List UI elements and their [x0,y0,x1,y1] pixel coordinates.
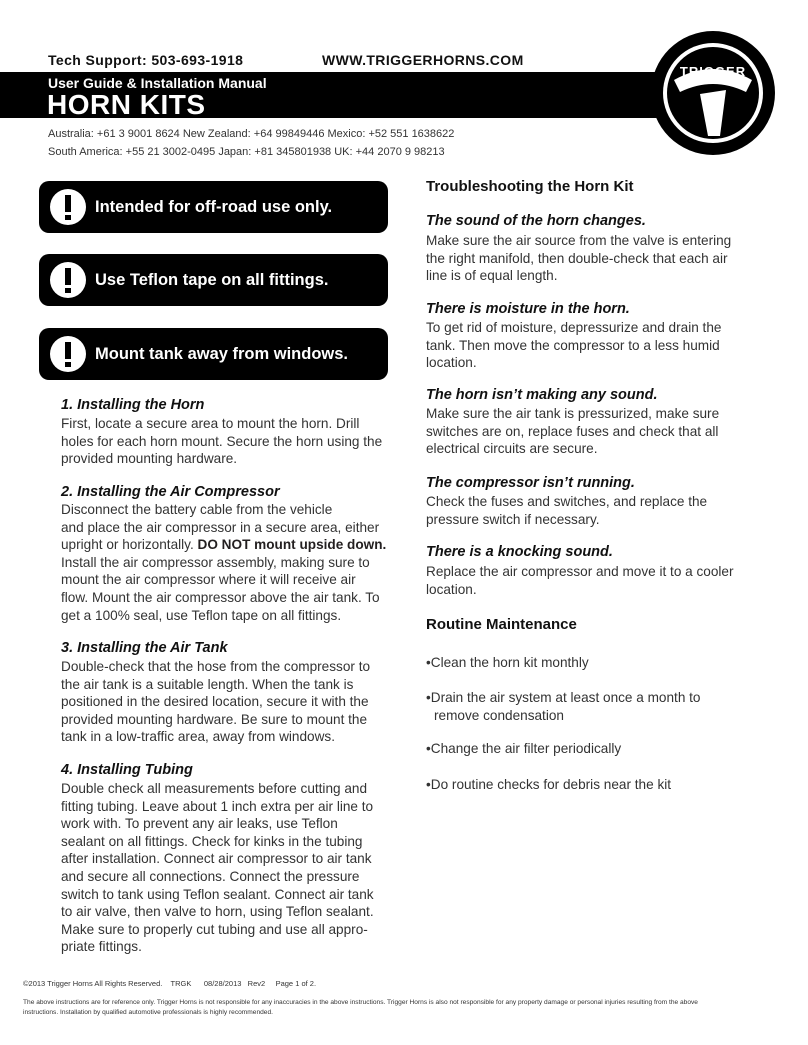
trouble-question: The compressor isn’t running. [426,475,635,491]
section-body: Disconnect the battery cable from the vehicle and place the air compressor in a secure area, either upright or horizontally. DO NOT mount upside down. Install the air compressor assembly, making sure to mount the air compressor where it will receive air flow. Mount the air compressor above the air tank. To get a 100% seal, use Teflon tape on all fittings. [61,502,387,623]
document-subtitle: User Guide & Installation Manual [48,75,267,91]
warning-box [39,254,388,306]
trouble-answer: Make sure the air source from the valve is entering the right manifold, then double-check that each air line is of equal length. [426,233,732,284]
warning-text: Mount tank away from windows. [95,345,349,363]
document-title: HORN KITS [47,89,206,120]
trouble-answer: Make sure the air tank is pressurized, make sure switches are on, replace fuses and check that all electrical circuits are secure. [426,406,720,457]
contacts-line-2: South America: +55 21 3002-0495 Japan: +81 345801938 UK: +44 2070 9 98213 [48,146,445,158]
section-heading: 1. Installing the Horn [61,397,205,413]
disclaimer: The above instructions are for reference only. Trigger Horns is not responsible for any inaccuracies in the above instructions. Trigger Horns is also not responsible for any property damage or personal injuries resulting from the above instructions. Installation by qualified automotive professionals is highly recommended. [23,999,698,1016]
trouble-question: There is moisture in the horn. [426,301,630,317]
troubleshooting-heading: Troubleshooting the Horn Kit [426,178,634,195]
trouble-answer: Check the fuses and switches, and replace the pressure switch if necessary. [426,494,708,527]
trouble-question: There is a knocking sound. [426,544,613,560]
section-heading: 3. Installing the Air Tank [61,640,228,656]
warning-text: Intended for off-road use only. [95,198,333,216]
title-bar [0,72,740,118]
section-body: Double-check that the hose from the compressor to the air tank is a suitable length. When the tank is positioned in the desired location, secure it with the provided mounting hardware. Be sure to mount the tank in a low-traffic area, away from windows. [61,659,371,745]
section-heading: 2. Installing the Air Compressor [61,484,280,500]
warning-icon [49,261,87,299]
maintenance-item: •Do routine checks for debris near the kit [426,777,672,792]
warning-icon [49,335,87,373]
trigger-logo [650,30,776,156]
section-heading: 4. Installing Tubing [61,762,193,778]
maintenance-heading: Routine Maintenance [426,616,577,633]
warning-box [39,328,388,380]
warning-icon [49,188,87,226]
trouble-answer: To get rid of moisture, depressurize and drain the tank. Then move the compressor to a less humid location. [426,320,722,371]
maintenance-item: •Change the air filter periodically [426,741,622,756]
section-body: Double check all measurements before cutting and fitting tubing. Leave about 1 inch extra per air line to work with. To prevent any air leaks, use Teflon sealant on all fittings. Check for kinks in the tubing after installation. Connect air compressor to air tank and secure all connections. Connect the pressure switch to tank using Teflon sealant. Connect air tank to air valve, then valve to horn, using Teflon sealant. Make sure to properly cut tubing and use all appro- priate fittings. [61,781,374,955]
website-link[interactable]: WWW.TRIGGERHORNS.COM [322,52,524,68]
trouble-question: The sound of the horn changes. [426,213,646,229]
trouble-question: The horn isn’t making any sound. [426,387,658,403]
maintenance-item: •Clean the horn kit monthly [426,655,589,670]
copyright-line: ©2013 Trigger Horns All Rights Reserved. TRGK 08/28/2013 Rev2 Page 1 of 2. [23,979,317,988]
tech-support-phone: Tech Support: 503-693-1918 [48,52,244,68]
warning-text: Use Teflon tape on all fittings. [95,271,329,289]
section-body: First, locate a secure area to mount the horn. Drill holes for each horn mount. Secure the horn using the provided mounting hardware. [61,416,383,467]
maintenance-item: •Drain the air system at least once a month to remove condensation [426,690,701,723]
trouble-answer: Replace the air compressor and move it to a cooler location. [426,564,734,597]
caution-text: DO NOT mount upside down. [197,537,387,553]
contacts-line-1: Australia: +61 3 9001 8624 New Zealand: +64 99849446 Mexico: +52 551 1638622 [48,128,455,140]
logo-text: TRIGGER [679,64,747,79]
warning-box [39,181,388,233]
